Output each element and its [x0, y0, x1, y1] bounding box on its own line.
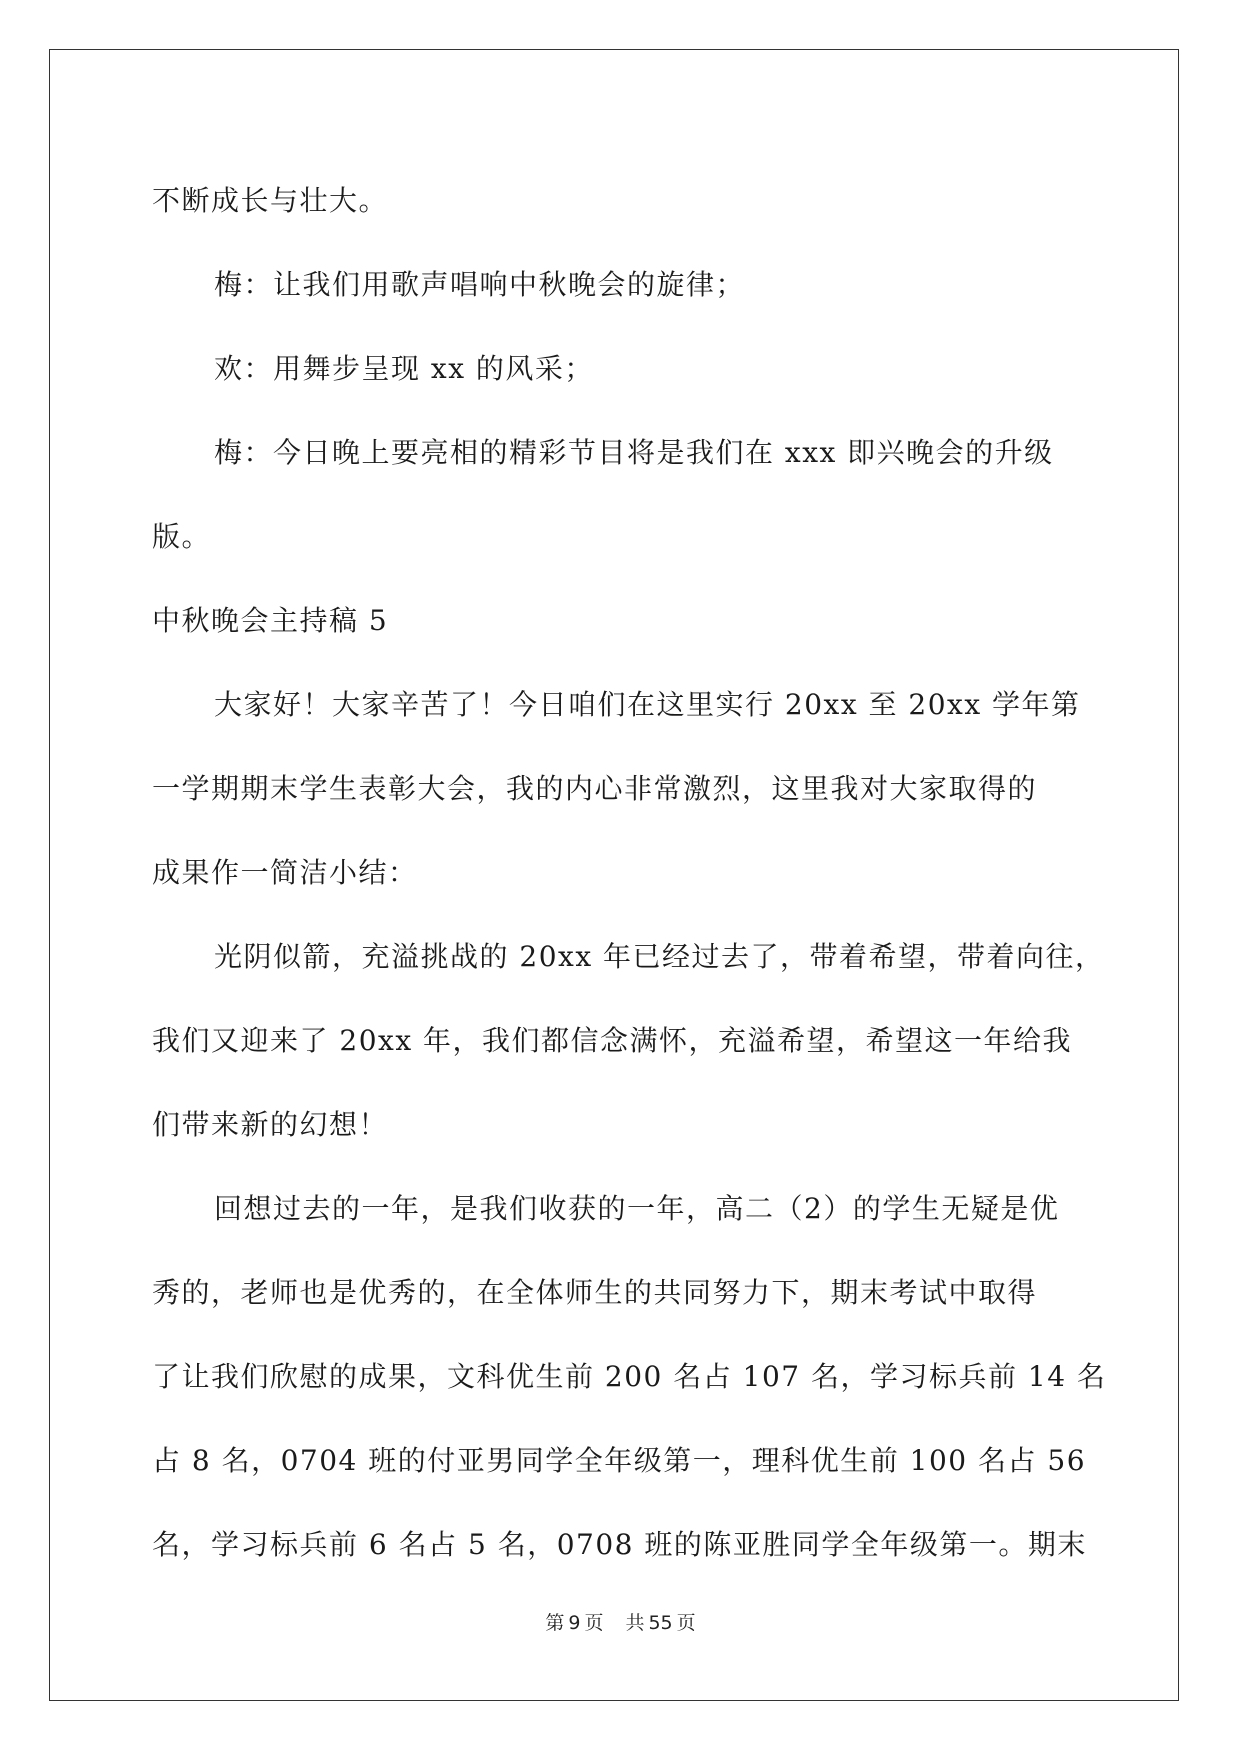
text-line: 了让我们欣慰的成果，文科优生前 200 名占 107 名，学习标兵前 14 名: [152, 1360, 1107, 1393]
text-line: 名，学习标兵前 6 名占 5 名，0708 班的陈亚胜同学全年级第一。期末: [152, 1528, 1087, 1561]
total-pages: 55: [648, 1612, 673, 1634]
total-suffix: 页: [676, 1612, 696, 1634]
text-line: 秀的，老师也是优秀的，在全体师生的共同努力下，期末考试中取得: [152, 1276, 1038, 1309]
text-line: 梅：让我们用歌声唱响中秋晚会的旋律；: [214, 268, 746, 301]
text-line: 回想过去的一年，是我们收获的一年，高二（2）的学生无疑是优: [214, 1192, 1060, 1225]
page-number: 9: [568, 1612, 581, 1634]
section-heading: 中秋晚会主持稿 5: [152, 604, 389, 637]
total-prefix: 共: [625, 1612, 645, 1634]
text-line: 欢：用舞步呈现 xx 的风采；: [214, 352, 594, 385]
text-line: 成果作一简洁小结：: [152, 856, 418, 889]
text-line: 一学期期末学生表彰大会，我的内心非常激烈，这里我对大家取得的: [152, 772, 1038, 805]
text-line: 不断成长与壮大。: [152, 184, 389, 217]
text-line: 光阴似箭，充溢挑战的 20xx 年已经过去了，带着希望，带着向往，: [214, 940, 1105, 973]
text-line: 我们又迎来了 20xx 年，我们都信念满怀，充溢希望，希望这一年给我: [152, 1024, 1073, 1057]
text-line: 梅：今日晚上要亮相的精彩节目将是我们在 xxx 即兴晚会的升级: [214, 436, 1054, 469]
text-line: 占 8 名，0704 班的付亚男同学全年级第一，理科优生前 100 名占 56: [152, 1444, 1087, 1477]
text-line: 们带来新的幻想！: [152, 1108, 389, 1141]
page-suffix: 页: [584, 1612, 604, 1634]
text-line: 版。: [152, 520, 212, 553]
text-line: 大家好！大家辛苦了！今日咱们在这里实行 20xx 至 20xx 学年第: [214, 688, 1081, 721]
page-footer: [0, 1608, 1241, 1635]
document-body: [152, 159, 1107, 1587]
page-prefix: 第: [545, 1612, 565, 1634]
